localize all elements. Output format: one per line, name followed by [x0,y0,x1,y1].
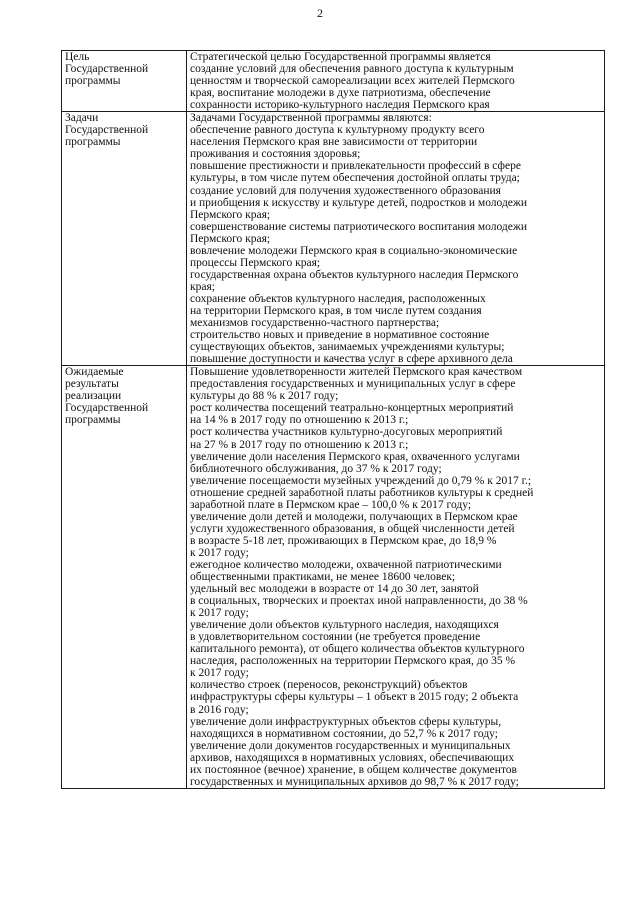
row-label-cell [62,51,187,112]
content-line: повышение доступности и качества услуг в сфере архивного дела [190,353,513,366]
content-line: увеличение доли инфраструктурных объектов сферы культуры, [190,715,502,728]
content-line: проживания и состояния здоровья; [190,148,361,161]
content-line: края, воспитание молодежи в духе патриотизма, обеспечение [190,87,491,100]
content-line: повышение престижности и привлекательности профессий в сфере [190,160,521,173]
row-content-cell [187,366,605,789]
row-label-cell [62,112,187,366]
content-line: наследия, расположенных на территории Пермского края, до 35 % [190,655,516,668]
row-label-line: программы [65,414,121,427]
content-line: сохранности историко-культурного наследия Пермского края [190,99,490,112]
row-label-line: программы [65,136,121,149]
content-line: заработной плате в Пермском крае – 100,0 % к 2017 году; [190,498,472,511]
row-label-line: Задачи [65,112,99,125]
content-line: увеличение доли документов государственных и муниципальных [190,739,511,752]
content-line: государственных и муниципальных архивов до 98,7 % к 2017 году; [190,775,519,788]
table-row [62,112,605,366]
content-line: на территории Пермского края, в том числе путем создания [190,304,482,317]
content-line: сохранение объектов культурного наследия, расположенных [190,292,486,305]
content-line: увеличение доли объектов культурного наследия, находящихся [190,619,499,632]
content-line: услуги художественного образования, в общей численности детей [190,522,515,535]
content-line: Повышение удовлетворенности жителей Пермского края качеством [190,366,523,379]
page-number: 2 [317,6,323,20]
row-label-line: программы [65,75,121,88]
content-line: процессы Пермского края; [190,256,321,269]
content-line: в 2016 году; [190,703,249,716]
content-line: Пермского края; [190,208,271,221]
content-line: архивов, находящихся в нормативных условиях, обеспечивающих [190,751,515,764]
content-line: увеличение посещаемости музейных учреждений до 0,79 % к 2017 г.; [190,474,532,487]
row-content-cell [187,112,605,366]
content-line: ежегодное количество молодежи, охваченной патриотическими [190,558,502,571]
row-label-line: Цель [65,51,90,63]
content-line: населения Пермского края вне зависимости от территории [190,136,478,149]
content-line: находящихся в нормативном состоянии, до 52,7 % к 2017 году; [190,727,498,740]
content-line: создание условий для получения художественного образования [190,184,501,197]
content-line: общественными практиками, не менее 18600 человек; [190,571,456,584]
row-label-line: Государственной [65,63,149,76]
content-line: строительство новых и приведение в нормативное состояние [190,329,490,342]
row-label-line: результаты [65,378,119,391]
table-row [62,366,605,789]
content-line: существующих объектов, занимаемых учреждениями культуры; [190,341,505,354]
content-line: на 14 % в 2017 году по отношению к 2013 г.; [190,414,409,427]
content-line: создание условий для обеспечения равного доступа к культурным [190,63,514,76]
content-line: отношение средней заработной платы работников культуры к средней [190,486,534,499]
content-line: ценностям и творческой самореализации всех жителей Пермского [190,75,515,88]
content-line: обеспечение равного доступа к культурному продукту всего [190,124,485,137]
content-line: Стратегической целью Государственной программы является [190,51,491,63]
content-line: удельный вес молодежи в возрасте от 14 до 30 лет, занятой [190,583,479,596]
content-line: их постоянное (вечное) хранение, в общем количестве документов [190,763,517,776]
content-line: капитального ремонта), от общего количества объектов культурного [190,643,525,656]
content-line: рост количества участников культурно-досуговых мероприятий [190,426,503,439]
content-line: увеличение доли населения Пермского края, охваченного услугами [190,450,520,463]
row-label-cell [62,366,187,789]
row-content-cell [187,51,605,112]
content-line: предоставления государственных и муниципальных услуг в сфере [190,378,516,391]
content-line: и приобщения к искусству и культуре детей, подростков и молодежи [190,196,528,209]
content-line: на 27 % в 2017 году по отношению к 2013 г.; [190,438,409,451]
content-line: количество строек (переносов, реконструкций) объектов [190,679,468,692]
content-line: механизмов государственно-частного партнерства; [190,317,440,330]
program-passport-table [61,50,605,789]
content-line: Пермского края; [190,232,271,245]
content-line: культуры до 88 % к 2017 году; [190,390,339,403]
table-row [62,51,605,112]
row-label-line: Государственной [65,402,149,415]
content-line: культуры, в том числе путем обеспечения достойной оплаты труда; [190,172,520,185]
content-line: рост количества посещений театрально-концертных мероприятий [190,402,514,415]
content-line: совершенствование системы патриотического воспитания молодежи [190,220,527,233]
content-line: увеличение доли детей и молодежи, получающих в Пермском крае [190,510,518,523]
content-line: к 2017 году; [190,546,249,559]
content-line: библиотечного обслуживания, до 37 % к 2017 году; [190,462,442,475]
content-line: Задачами Государственной программы являются: [190,112,432,125]
row-label-line: реализации [65,390,122,403]
content-line: государственная охрана объектов культурного наследия Пермского [190,268,519,281]
content-line: в возрасте 5-18 лет, проживающих в Пермском крае, до 18,9 % [190,534,497,547]
content-line: инфраструктуры сферы культуры – 1 объект в 2015 году; 2 объекта [190,691,519,704]
row-label-line: Ожидаемые [65,366,124,379]
content-line: в удовлетворительном состоянии (не требуется проведение [190,631,481,644]
row-label-line: Государственной [65,124,149,137]
content-line: вовлечение молодежи Пермского края в социально-экономические [190,244,518,257]
content-line: в социальных, творческих и проектах иной направленности, до 38 % [190,595,528,608]
content-line: края; [190,280,215,293]
content-line: к 2017 году; [190,667,249,680]
content-line: к 2017 году; [190,607,249,620]
